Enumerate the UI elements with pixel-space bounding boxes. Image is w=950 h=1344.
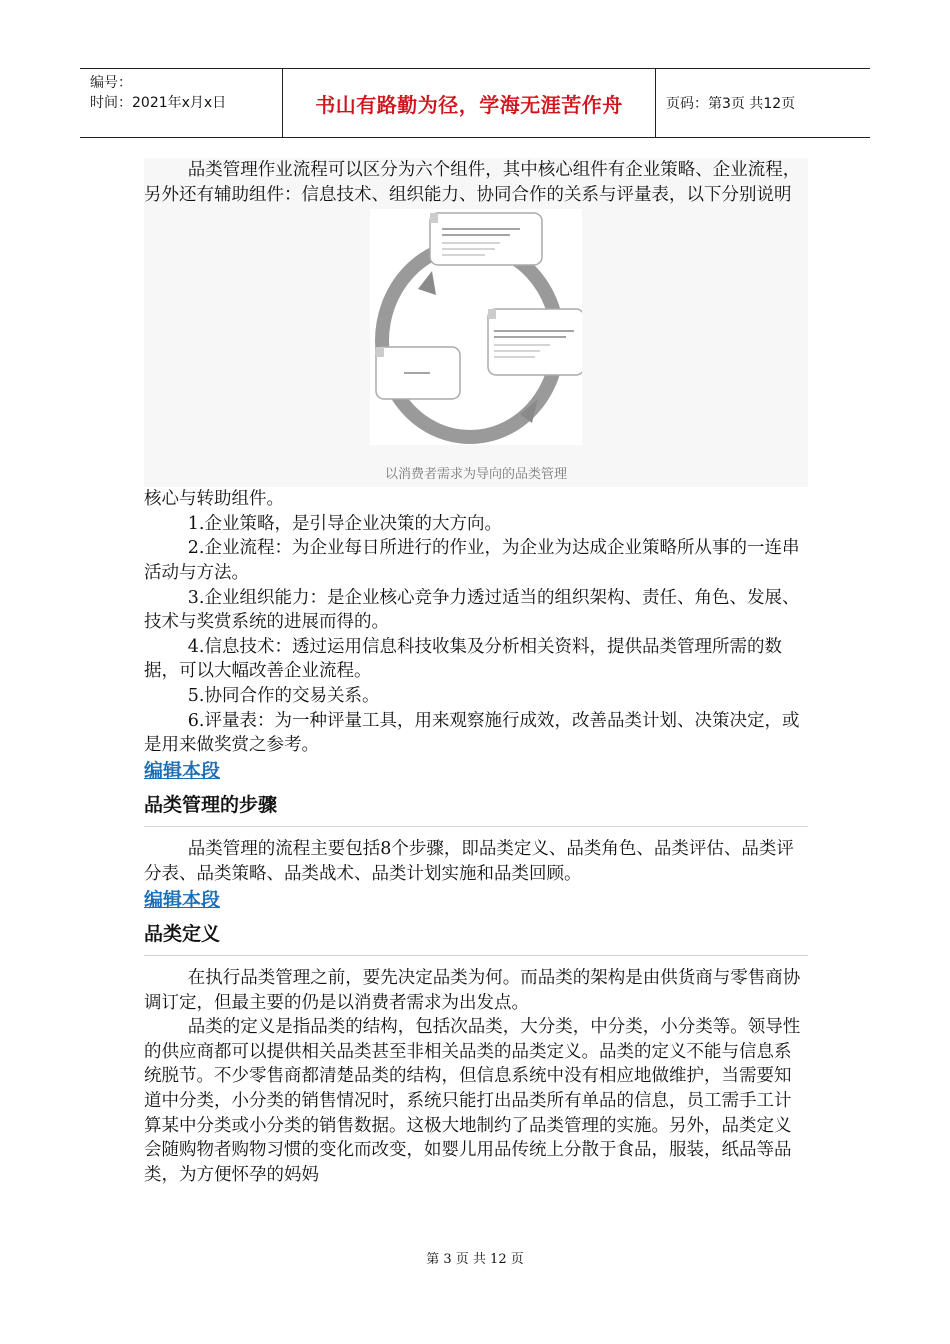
definition-paragraph-1: 在执行品类管理之前，要先决定品类为何。而品类的架构是由供货商与零售商协调订定，但最主要的仍是以消费者需求为出发点。 (144, 968, 801, 1013)
section-title-steps: 品类管理的步骤 (144, 792, 808, 827)
list-item: 2.企业流程：为企业每日所进行的作业，为企业为达成企业策略所从事的一连串活动与方法。 (144, 538, 800, 583)
header-page-info: 页码：第3页 共12页 (666, 96, 796, 112)
page-footer: 第 3 页 共 12 页 (426, 1252, 524, 1267)
definition-paragraph-2: 品类的定义是指品类的结构，包括次品类，大分类，中分类，小分类等。领导性的供应商都可以提供相关品类甚至非相关品类的品类定义。品类的定义不能与信息系统脱节。不少零售商都清楚品类的结构，但信息系统中没有相应地做维护，当需要知道中分类，小分类的销售情况时，系统只能打出品类所有单品的信息，员工需手工计算某中分类或小分类的销售数据。这极大地制约了品类管理的实施。另外，品类定义会随购物者购物习惯的变化而改变，如婴儿用品传统上分散于食品，服装，纸品等品类，为方便怀孕的妈妈 (144, 1017, 801, 1185)
list-item: 3.企业组织能力：是企业核心竞争力透过适当的组织架构、责任、角色、发展、技术与奖赏系统的进展而得的。 (144, 587, 800, 633)
document-body (144, 158, 808, 1187)
figure-block (144, 207, 808, 487)
header-slogan: 书山有路勤为径，学海无涯苦作舟 (283, 69, 656, 137)
number-label: 编号： (90, 75, 132, 91)
cycle-diagram (370, 209, 582, 445)
cycle-diagram-image (370, 209, 582, 445)
steps-paragraph: 品类管理的流程主要包括8个步骤，即品类定义、品类角色、品类评估、品类评分表、品类策略、品类战术、品类计划实施和品类回顾。 (144, 839, 794, 884)
section-title-definition: 品类定义 (144, 921, 808, 956)
list-item: 4.信息技术：透过运用信息科技收集及分析相关资料，提供品类管理所需的数据，可以大幅改善企业流程。 (144, 636, 782, 682)
list-item: 5.协同合作的交易关系。 (187, 685, 380, 706)
edit-section-link[interactable]: 编辑本段 (144, 759, 221, 782)
intro-paragraph: 品类管理作业流程可以区分为六个组件，其中核心组件有企业策略、企业流程，另外还有辅助组件：信息技术、组织能力、协同合作的关系与评量表，以下分别说明 (144, 158, 808, 207)
time-label: 时间：2021年x月x日 (90, 95, 227, 111)
list-item: 6.评量表：为一种评量工具，用来观察施行成效，改善品类计划、决策决定，或是用来做奖赏之参考。 (144, 710, 800, 756)
list-item: 1.企业策略，是引导企业决策的大方向。 (187, 513, 502, 534)
page-header (80, 68, 870, 138)
header-meta (80, 69, 283, 137)
edit-section-link[interactable]: 编辑本段 (144, 888, 221, 911)
core-line: 核心与转助组件。 (144, 489, 284, 510)
figure-caption: 以消费者需求为导向的品类管理 (384, 467, 567, 483)
